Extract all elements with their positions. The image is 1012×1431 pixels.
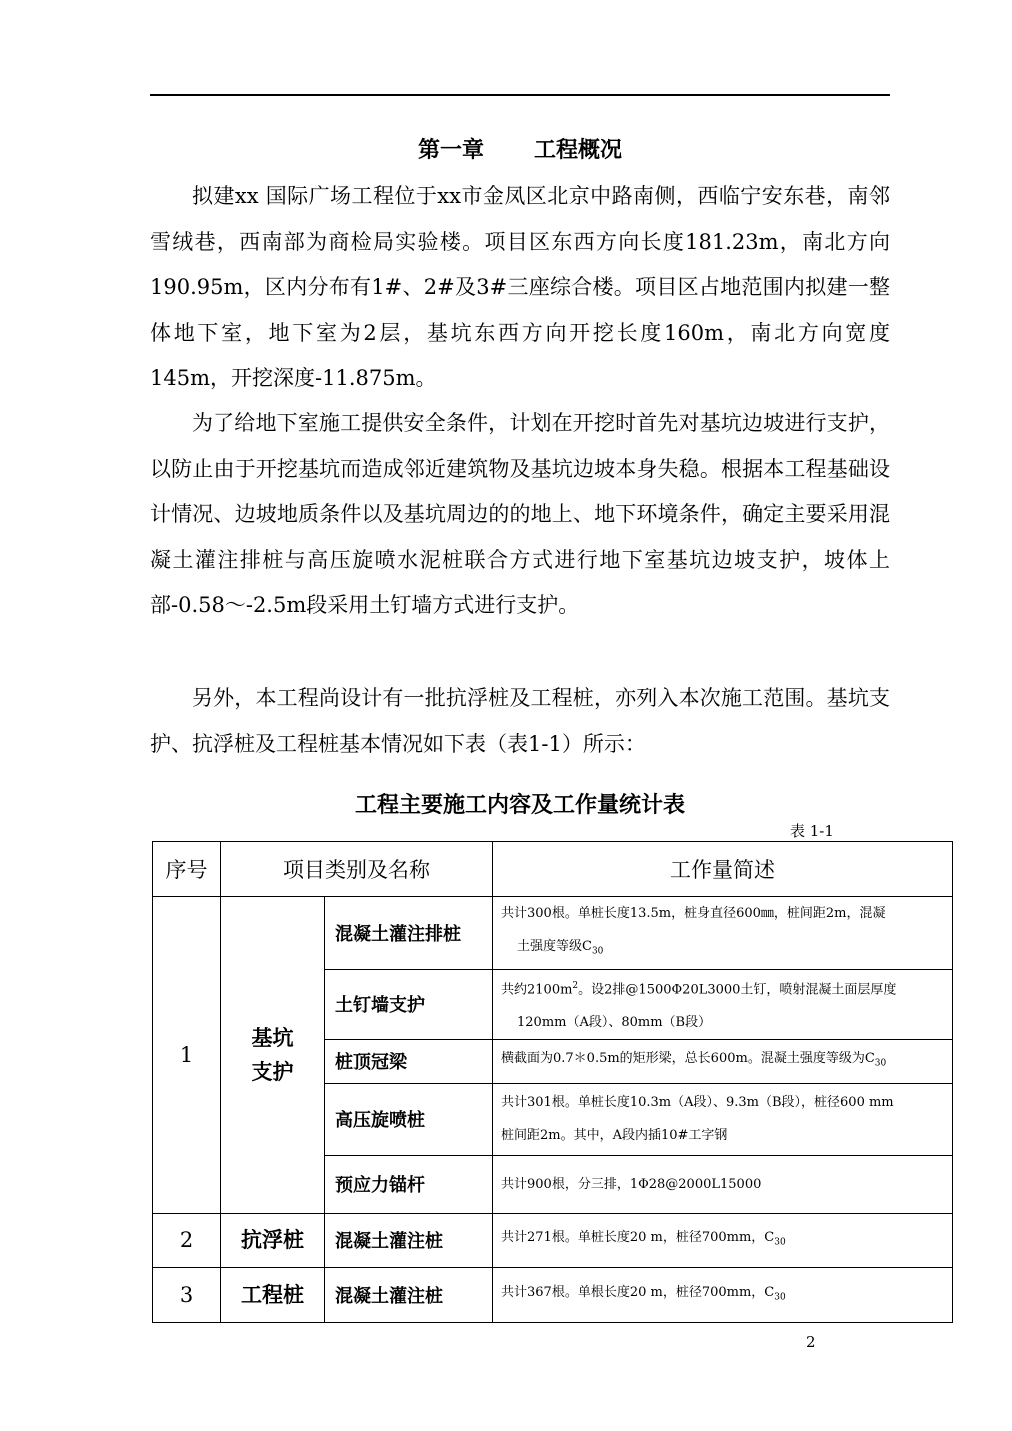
page-number: 2 bbox=[806, 1333, 816, 1351]
row-category: 抗浮桩 bbox=[221, 1213, 325, 1267]
header-seq: 序号 bbox=[153, 842, 221, 897]
row-seq: 2 bbox=[153, 1213, 221, 1267]
desc-line: 共计300根。单桩长度13.5m，桩身直径600㎜，桩间距2m，混凝 bbox=[501, 906, 886, 921]
item-description bbox=[493, 1213, 953, 1267]
paragraph-scope: 另外，本工程尚设计有一批抗浮桩及工程桩，亦列入本次施工范围。基坑支护、抗浮桩及工程桩基本情况如下表（表1-1）所示： bbox=[150, 686, 890, 756]
header-rule bbox=[150, 94, 890, 96]
row-seq: 1 bbox=[153, 897, 221, 1214]
desc-subscript: 30 bbox=[874, 1058, 887, 1069]
desc-line: 120mm（A段）、80mm（B段） bbox=[517, 1014, 712, 1030]
paragraph-support-plan: 为了给地下室施工提供安全条件，计划在开挖时首先对基坑边坡进行支护，以防止由于开挖基坑而造成邻近建筑物及基坑边坡本身失稳。根据本工程基础设计情况、边坡地质条件以及基坑周边的的地上、地下环境条件，确定主要采用混凝土灌注排桩与高压旋喷水泥桩联合方式进行地下室基坑边坡支护，坡体上部-0.58～-2.5m段采用土钉墙方式进行支护。 bbox=[150, 411, 890, 617]
chapter-heading bbox=[150, 133, 890, 164]
desc-line bbox=[501, 930, 944, 969]
desc-text: 。设2排@1500Φ20L3000土钉，喷射混凝土面层厚度 bbox=[578, 981, 897, 997]
row-category bbox=[221, 897, 325, 1214]
desc-subscript: 30 bbox=[774, 1292, 786, 1303]
item-name: 预应力锚杆 bbox=[325, 1155, 493, 1213]
table-row bbox=[153, 1213, 953, 1267]
item-name: 高压旋喷桩 bbox=[325, 1083, 493, 1155]
table-title: 工程主要施工内容及工作量统计表 bbox=[354, 793, 685, 818]
item-description bbox=[493, 969, 953, 1039]
desc-text: 共约2100m bbox=[501, 981, 573, 997]
header-workload: 工作量简述 bbox=[493, 842, 953, 897]
row-seq: 3 bbox=[153, 1267, 221, 1322]
chapter-number: 第一章 bbox=[417, 138, 484, 163]
table-number: 表 1-1 bbox=[790, 822, 834, 840]
item-description bbox=[493, 897, 953, 970]
desc-text: 共计367根。单根长度20 m，桩径700mm，C bbox=[501, 1284, 775, 1300]
category-line: 基坑 bbox=[251, 1025, 294, 1050]
desc-line bbox=[501, 970, 944, 1006]
item-name: 桩顶冠梁 bbox=[325, 1039, 493, 1083]
item-name: 混凝土灌注排桩 bbox=[325, 897, 493, 970]
desc-text: 横截面为0.7＊0.5m的矩形梁，总长600m。混凝土强度等级为C bbox=[501, 1051, 875, 1067]
item-description: 共计900根，分三排，1Φ28@2000L15000 bbox=[493, 1155, 953, 1213]
desc-line: 桩间距2m。其中，A段内插10#工字钢 bbox=[501, 1128, 728, 1144]
desc-subscript: 30 bbox=[591, 946, 604, 957]
paragraph-overview: 拟建xx 国际广场工程位于xx市金凤区北京中路南侧，西临宁安东巷，南邻雪绒巷，西南部为商检局实验楼。项目区东西方向长度181.23m，南北方向190.95m，区内分布有1#、2#及3#三座综合楼。项目区占地范围内拟建一整体地下室，地下室为2层，基坑东西方向开挖长度160m，南北方向宽度145m，开挖深度-11.875m。 bbox=[150, 184, 890, 390]
workload-table bbox=[152, 841, 953, 1323]
item-name: 混凝土灌注桩 bbox=[325, 1213, 493, 1267]
item-description bbox=[493, 1083, 953, 1155]
category-line: 支护 bbox=[251, 1059, 294, 1084]
desc-text: 共计271根。单桩长度20 m，桩径700mm，C bbox=[501, 1230, 775, 1246]
header-category: 项目类别及名称 bbox=[221, 842, 493, 897]
item-description bbox=[493, 1267, 953, 1322]
chapter-title: 工程概况 bbox=[534, 138, 623, 163]
item-name: 混凝土灌注桩 bbox=[325, 1267, 493, 1322]
row-category: 工程桩 bbox=[221, 1267, 325, 1322]
desc-subscript: 30 bbox=[774, 1237, 786, 1248]
table-row bbox=[153, 1267, 953, 1322]
desc-line: 共计301根。单桩长度10.3m（A段）、9.3m（B段），桩径600 mm bbox=[501, 1095, 894, 1111]
table-row bbox=[153, 897, 953, 970]
desc-text: 土强度等级C bbox=[517, 939, 592, 954]
table-header-row bbox=[153, 842, 953, 897]
desc-superscript: 2 bbox=[572, 980, 579, 991]
item-description bbox=[493, 1039, 953, 1083]
item-name: 土钉墙支护 bbox=[325, 969, 493, 1039]
